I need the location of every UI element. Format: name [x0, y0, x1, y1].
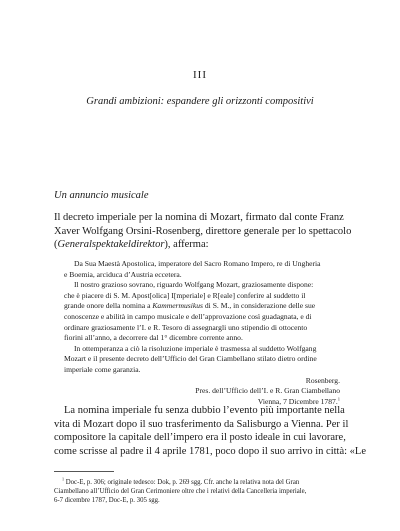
footnote-marker: 1: [62, 476, 65, 482]
intro-line: Xaver Wolfgang Orsini-Rosenberg, direttore generale per lo spettacolo: [54, 225, 352, 237]
chapter-number: III: [193, 69, 207, 81]
intro-paragraph: [54, 211, 350, 252]
quote-line: fiorini all’anno, a decorrere dal 1° dicembre corrente anno.: [64, 333, 243, 343]
intro-line: (Generalspektakeldirektor), afferma:: [54, 239, 209, 250]
body-line: vita di Mozart dopo il suo trasferimento da Salisburgo a Vienna. Per il: [54, 418, 349, 430]
body-line: La nomina imperiale fu senza dubbio l’evento più importante nella: [64, 405, 345, 416]
quote-line: e Boemia, arciduca d’Austria eccetera.: [64, 269, 182, 279]
quote-line: grande onore della nomina a Kammermusikus di S. M., in considerazione delle sue: [64, 301, 316, 311]
footnote-line: 6-7 dicembre 1787, Doc-E, p. 305 sgg.: [54, 497, 160, 505]
quote-line: Il nostro grazioso sovrano, riguardo Wolfgang Mozart, graziosamente dispone:: [74, 280, 314, 290]
signature-date: Vienna, 7 Dicembre 1787.: [257, 396, 338, 406]
signature-line: Pres. dell’Ufficio dell’I. e R. Gran Ciambellano: [195, 386, 340, 396]
quote-line: Mozart e il presente decreto dell’Ufficio del Gran Ciambellano stilato dietro ordine: [64, 354, 317, 364]
quote-line: In ottemperanza a ciò la risoluzione imperiale è trasmessa al suddetto Wolfgang: [74, 343, 317, 353]
quote-line: imperiale come garanzia.: [64, 364, 141, 374]
footnotes: [54, 478, 350, 506]
footnote-text: Doc-E, p. 306; originale tedesco: Dok, p. 269 sgg. Cfr. anche la relativa nota del Gran: [65, 479, 300, 486]
intro-line: Il decreto imperiale per la nomina di Mozart, firmato dal conte Franz: [54, 212, 344, 223]
section-heading: Un annuncio musicale: [54, 190, 149, 201]
signature-line: Rosenberg.: [305, 375, 340, 385]
quote-line: ordinare graziosamente l’I. e R. Tesoro di assegnargli uno stipendio di ottocento: [64, 322, 308, 332]
footnote-line: Ciambellano all’Ufficio del Gran Cerimoniere oltre che i relativi della Cancelleria imperiale,: [54, 488, 307, 496]
main-paragraph: [54, 404, 366, 458]
quote-line: conoscenze e abilità in campo musicale e dell’approvazione così guadagnata, e di: [64, 311, 312, 321]
quote-line: Da Sua Maestà Apostolica, imperatore del Sacro Romano Impero, re di Ungheria: [74, 259, 321, 268]
decree-quote: [64, 259, 340, 407]
body-line: compositore la capitale dell’impero era il posto ideale in cui lavorare,: [54, 432, 346, 443]
chapter-title: Grandi ambizioni: espandere gli orizzonti compositivi: [86, 96, 314, 107]
intro-italic-term: Generalspektakeldirektor: [57, 239, 165, 250]
body-line: come scrisse al padre il 4 aprile 1781, poco dopo il suo arrivo in città: «Le: [54, 445, 366, 457]
quote-italic-term: Kammermusikus: [152, 301, 203, 311]
quote-line: che è piacere di S. M. Apost[olica] I[mperiale] e R[eale] conferire al suddetto il: [64, 290, 306, 300]
footnote-divider: [54, 471, 114, 472]
footnote-line: [54, 478, 350, 487]
footnote-ref[interactable]: 1: [337, 396, 340, 402]
